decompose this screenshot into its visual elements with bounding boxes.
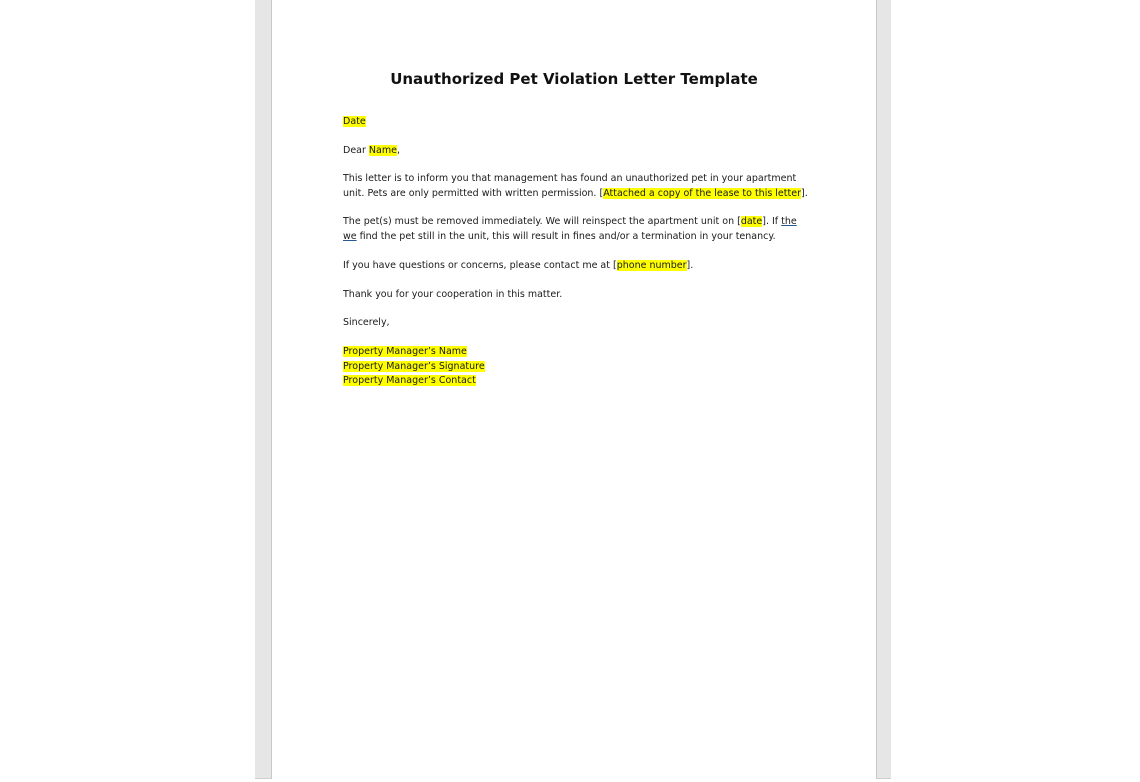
salutation xyxy=(343,144,813,159)
paragraph-2-text-b: ]. If xyxy=(762,216,782,227)
manager-contact-placeholder[interactable]: Property Manager’s Contact xyxy=(343,375,476,386)
paragraph-2-text-a: The pet(s) must be removed immediately. We will reinspect the apartment unit on [ xyxy=(343,216,741,227)
paragraph-2-text-c: find the pet still in the unit, this will result in fines and/or a termination in your tenancy. xyxy=(356,230,776,242)
signature-block xyxy=(343,345,813,389)
manager-signature-placeholder[interactable]: Property Manager’s Signature xyxy=(343,360,485,372)
paragraph-3-end: ]. xyxy=(686,260,694,271)
paragraph-1-text: This letter is to inform you that management has found an unauthorized pet in your apartment unit. Pets are only permitted with written permission. [ xyxy=(343,173,797,199)
salutation-prefix: Dear xyxy=(343,145,369,156)
lease-attachment-placeholder[interactable]: Attached a copy of the lease to this letter xyxy=(603,187,801,199)
document-page[interactable] xyxy=(271,0,877,779)
reinspect-date-placeholder[interactable]: date xyxy=(740,216,763,227)
manager-name-placeholder[interactable]: Property Manager’s Name xyxy=(343,346,467,357)
paragraph-3-text: If you have questions or concerns, please contact me at [ xyxy=(343,260,617,271)
date-line xyxy=(343,115,813,130)
paragraph-1 xyxy=(343,172,813,201)
salutation-suffix: , xyxy=(396,145,400,156)
closing: Sincerely, xyxy=(343,317,390,328)
paragraph-2 xyxy=(343,215,813,244)
date-placeholder[interactable]: Date xyxy=(343,116,366,127)
grammar-flag-underline[interactable]: the we xyxy=(343,216,797,242)
paragraph-1-end: ]. xyxy=(800,187,808,199)
phone-number-placeholder[interactable]: phone number xyxy=(616,260,687,271)
paragraph-3 xyxy=(343,259,813,274)
paragraph-4: Thank you for your cooperation in this matter. xyxy=(343,289,563,300)
name-placeholder[interactable]: Name xyxy=(368,145,397,156)
document-title: Unauthorized Pet Violation Letter Template xyxy=(390,70,758,88)
